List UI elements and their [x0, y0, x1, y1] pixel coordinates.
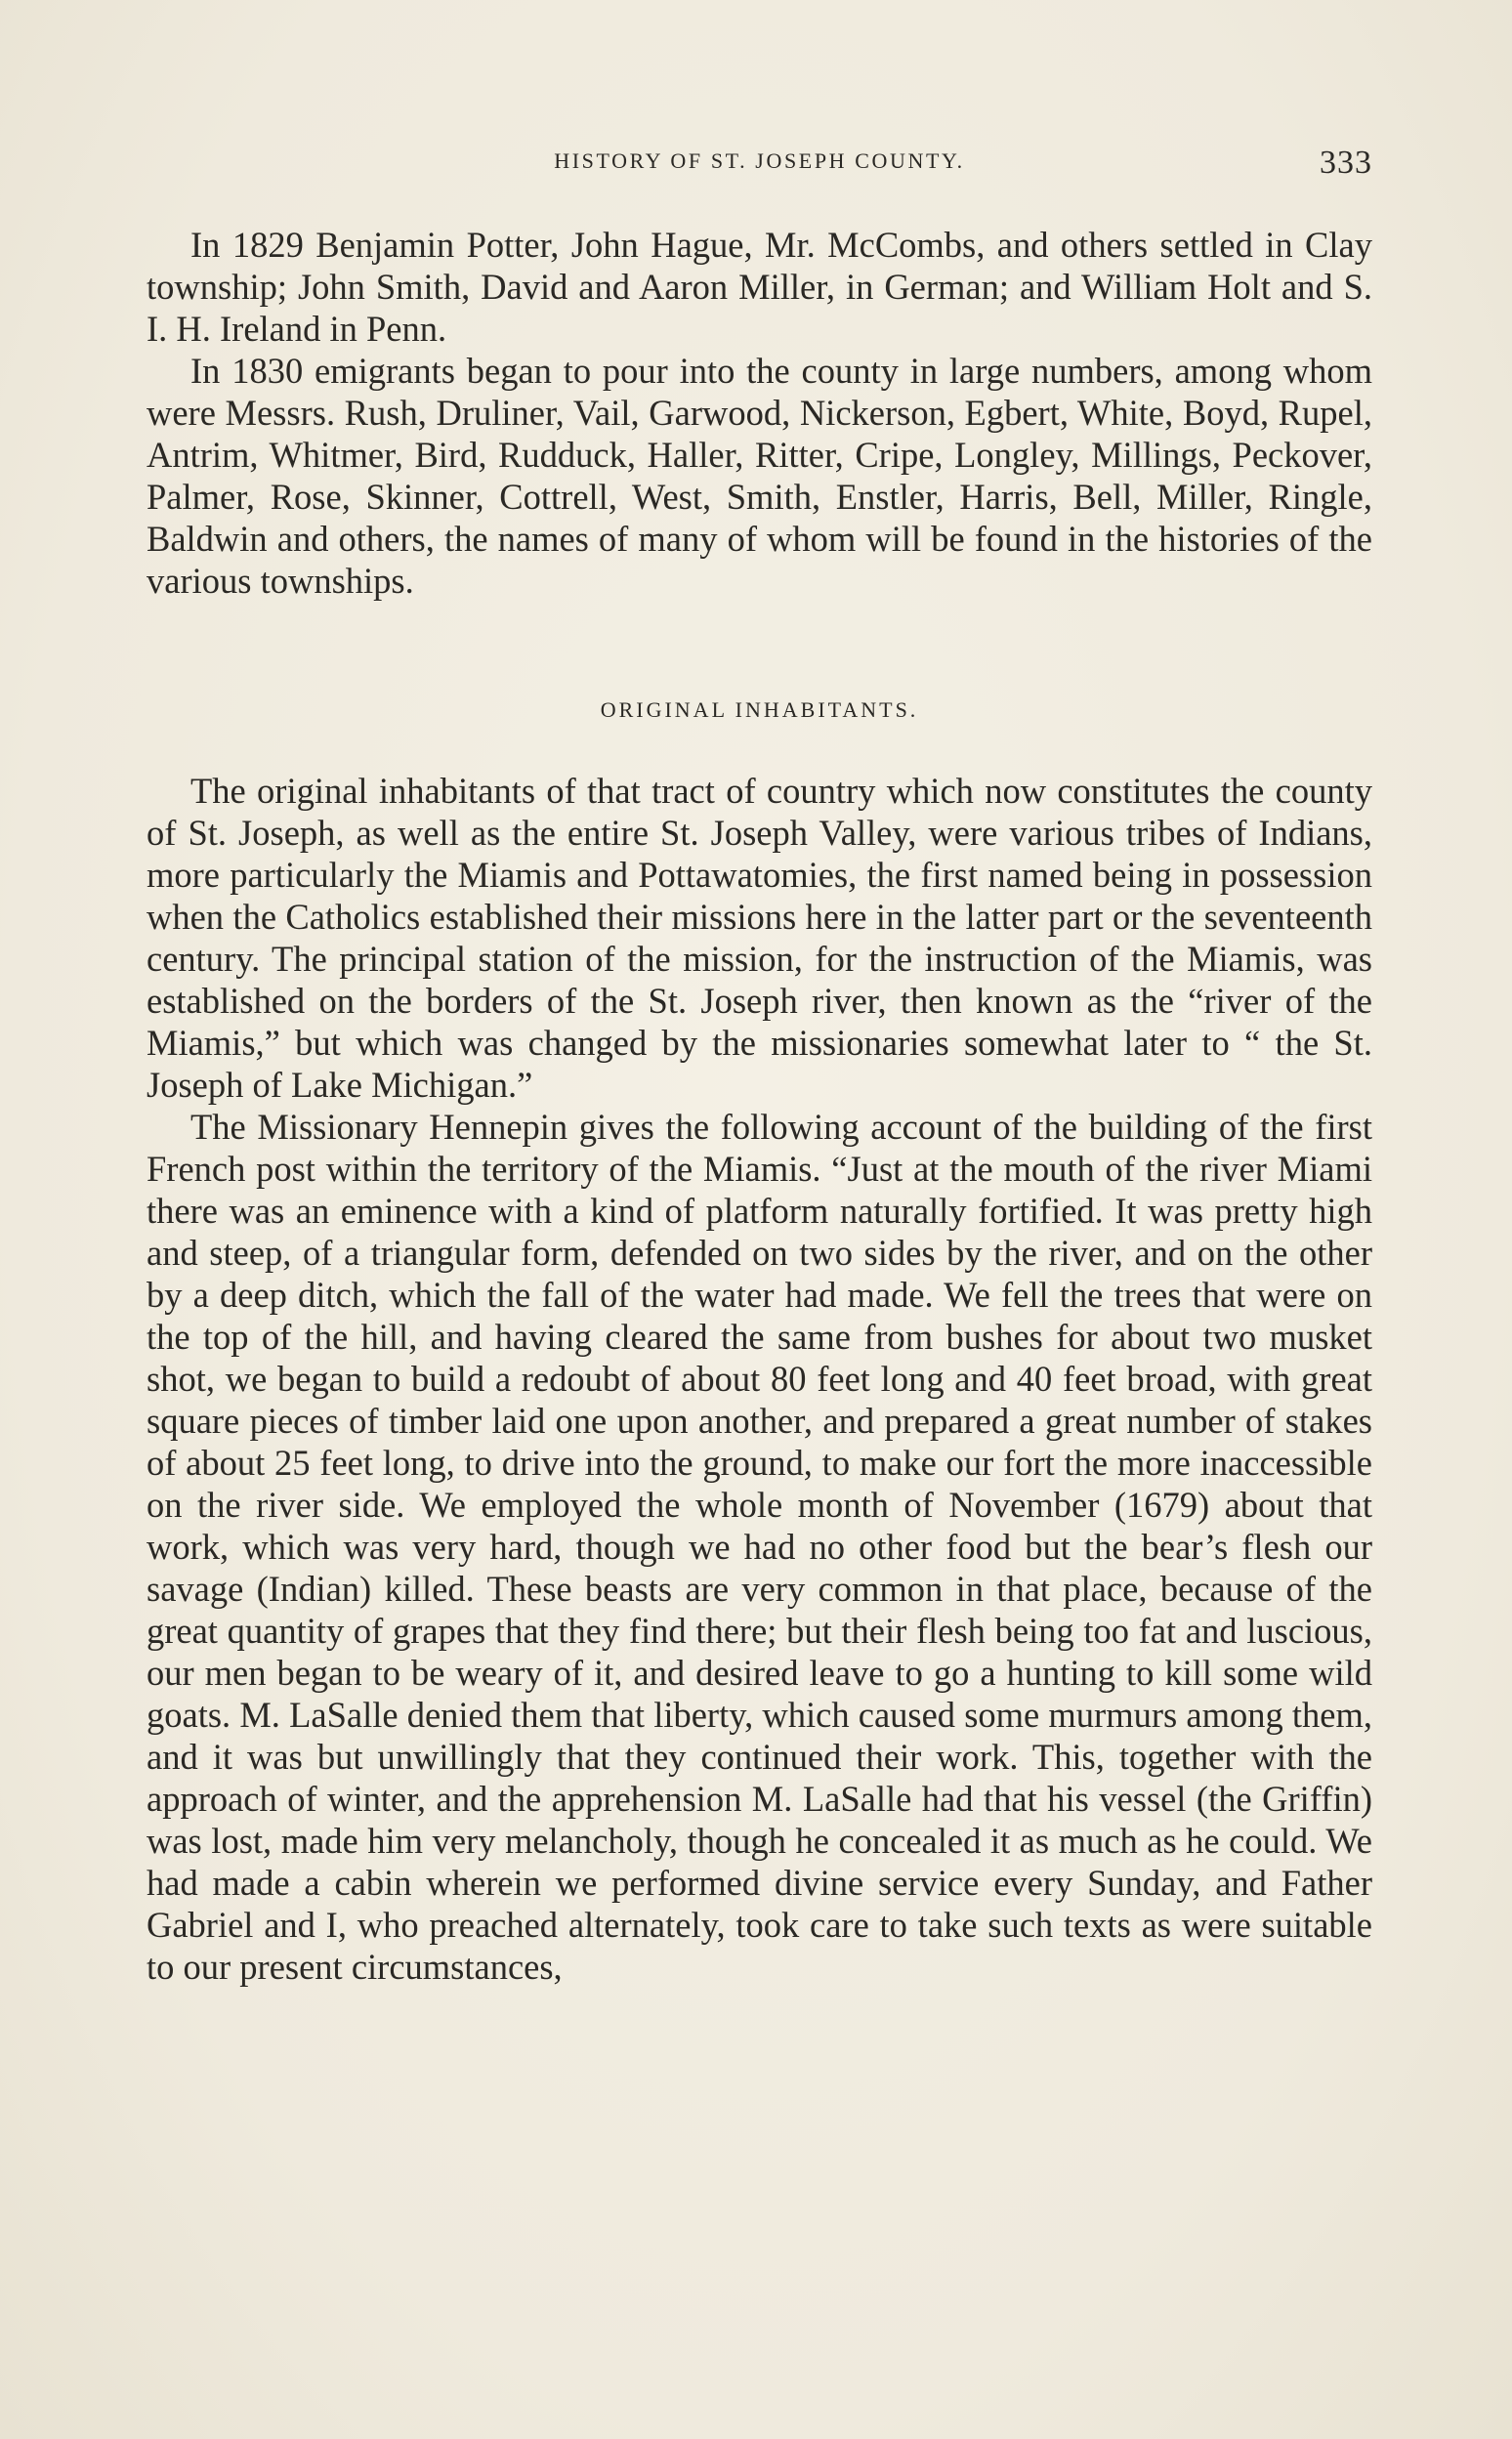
page-header [147, 145, 1372, 184]
paragraph-hennepin-account: The Missionary Hennepin gives the following account of the building of the first French post within the territory of the Miamis. “Just at the mouth of the river Miami there was an eminence with a kind of platform naturally fortified. It was pretty high and steep, of a triangular form, defended on two sides by the river, and on the other by a deep ditch, which the fall of the water had made. We fell the trees that were on the top of the hill, and having cleared the same from bushes for about two musket shot, we began to build a redoubt of about 80 feet long and 40 feet broad, with great square pieces of timber laid one upon another, and prepared a great number of stakes of about 25 feet long, to drive into the ground, to make our fort the more inaccessible on the river side. We employed the whole month of November (1679) about that work, which was very hard, though we had no other food but the bear’s flesh our savage (Indian) killed. These beasts are very common in that place, because of the great quantity of grapes that they find there; but their flesh being too fat and luscious, our men began to be weary of it, and desired leave to go a hunting to kill some wild goats. M. LaSalle denied them that liberty, which caused some murmurs among them, and it was but unwillingly that they continued their work. This, together with the approach of winter, and the apprehension M. LaSalle had that his vessel (the Griffin) was lost, made him very melancholy, though he concealed it as much as he could. We had made a cabin wherein we performed divine service every Sunday, and Father Gabriel and I, who preached alternately, took care to take such texts as were suitable to our present circumstances, [147, 1107, 1372, 1987]
section-heading: ORIGINAL INHABITANTS. [600, 697, 919, 722]
text-block-settlers [147, 224, 1372, 602]
paragraph-1830-emigrants: In 1830 emigrants began to pour into the county in large numbers, among whom were Messrs. Rush, Druliner, Vail, Garwood, Nickerson, Egbert, White, Boyd, Rupel, Antrim, Whitmer, Bird, Rudduck, Haller, Ritter, Cripe, Longley, Millings, Peckover, Palmer, Rose, Skinner, Cottrell, West, Smith, Enstler, Harris, Bell, Miller, Ringle, Baldwin and others, the names of many of whom will be found in the histories of the various townships. [147, 351, 1372, 601]
paragraph-1829-settlers: In 1829 Benjamin Potter, John Hague, Mr. McCombs, and others settled in Clay township; John Smith, David and Aaron Miller, in German; and William Holt and S. I. H. Ireland in Penn. [147, 225, 1372, 349]
text-block-original-inhabitants [147, 770, 1372, 1988]
paragraph-original-inhabitants: The original inhabitants of that tract of country which now constitutes the county of St. Joseph, as well as the entire St. Joseph Valley, were various tribes of Indians, more particularly the Miamis and Pottawatomies, the first named being in possession when the Catholics established their missions here in the latter part or the seventeenth century. The principal station of the mission, for the instruction of the Miamis, was established on the borders of the St. Joseph river, then known as the “river of the Miamis,” but which was changed by the missionaries somewhat later to “ the St. Joseph of Lake Michigan.” [147, 771, 1372, 1105]
page-number: 333 [1320, 145, 1372, 181]
running-head: HISTORY OF ST. JOSEPH COUNTY. [554, 148, 965, 173]
